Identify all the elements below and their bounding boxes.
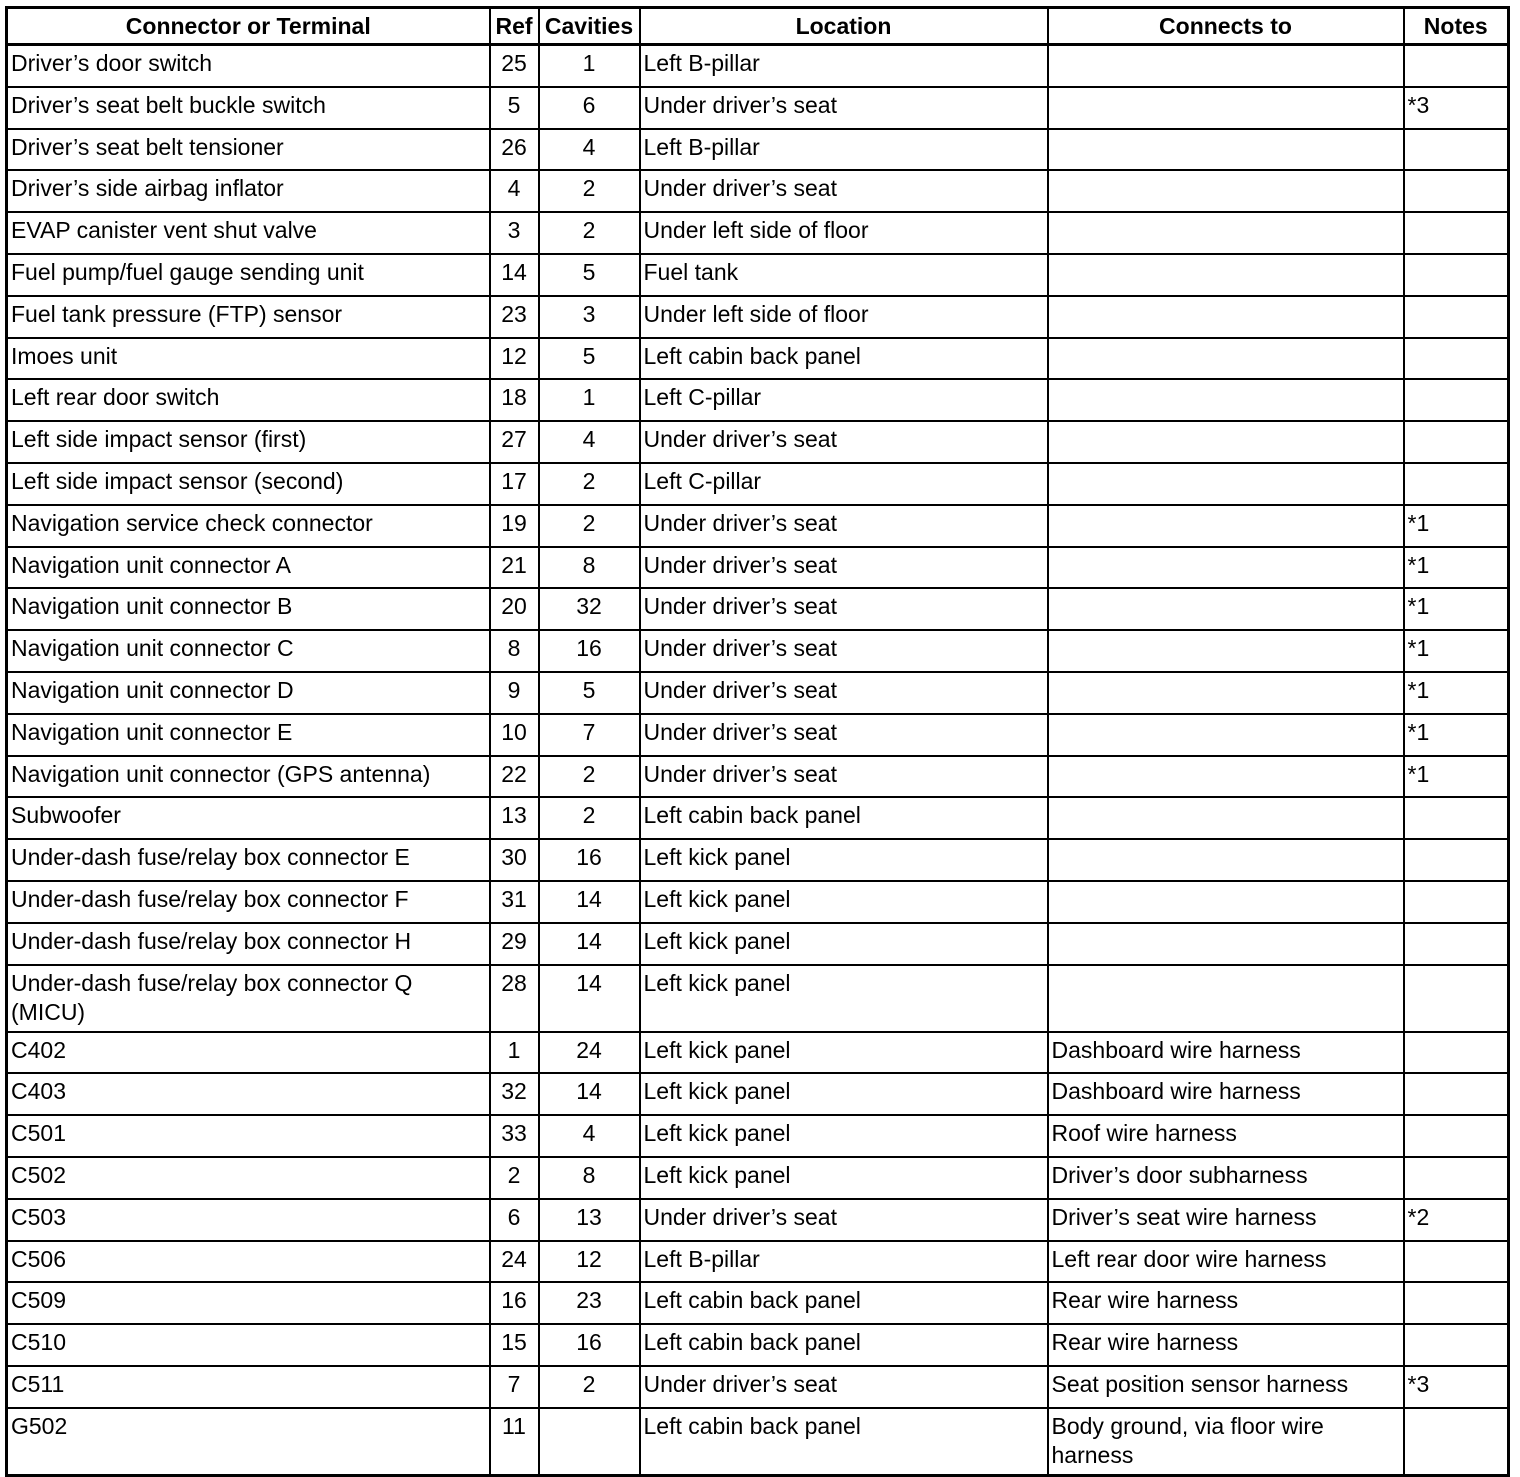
table-row [7, 212, 1509, 254]
cell-connects-to [1048, 421, 1404, 463]
cell-connector: Navigation unit connector B [7, 588, 490, 630]
cell-connector: Under-dash fuse/relay box connector H [7, 923, 490, 965]
cell-connects-to: Dashboard wire harness [1048, 1032, 1404, 1074]
cell-cavities: 13 [539, 1199, 640, 1241]
cell-notes [1404, 1282, 1509, 1324]
cell-cavities: 2 [539, 1366, 640, 1408]
cell-ref: 13 [490, 797, 539, 839]
cell-location: Under driver’s seat [640, 630, 1048, 672]
cell-ref: 32 [490, 1073, 539, 1115]
cell-connector: Left side impact sensor (second) [7, 463, 490, 505]
cell-connector: EVAP canister vent shut valve [7, 212, 490, 254]
cell-location: Left kick panel [640, 881, 1048, 923]
cell-connects-to [1048, 756, 1404, 798]
cell-ref: 33 [490, 1115, 539, 1157]
cell-cavities: 2 [539, 212, 640, 254]
cell-connector: C509 [7, 1282, 490, 1324]
cell-ref: 24 [490, 1241, 539, 1283]
cell-notes: *1 [1404, 672, 1509, 714]
cell-connector: Subwoofer [7, 797, 490, 839]
cell-cavities: 6 [539, 87, 640, 129]
table-row [7, 1408, 1509, 1476]
cell-ref: 14 [490, 254, 539, 296]
cell-cavities: 14 [539, 1073, 640, 1115]
cell-connects-to: Dashboard wire harness [1048, 1073, 1404, 1115]
cell-cavities: 2 [539, 797, 640, 839]
cell-location: Left C-pillar [640, 379, 1048, 421]
cell-connects-to [1048, 463, 1404, 505]
cell-connects-to [1048, 588, 1404, 630]
table-row [7, 1241, 1509, 1283]
table-row [7, 1032, 1509, 1074]
cell-location: Left B-pillar [640, 45, 1048, 87]
cell-connector: Navigation unit connector D [7, 672, 490, 714]
cell-ref: 30 [490, 839, 539, 881]
cell-ref: 19 [490, 505, 539, 547]
cell-ref: 26 [490, 129, 539, 171]
cell-ref: 10 [490, 714, 539, 756]
cell-notes [1404, 923, 1509, 965]
cell-location: Under driver’s seat [640, 756, 1048, 798]
cell-location: Left kick panel [640, 1032, 1048, 1074]
cell-cavities: 16 [539, 630, 640, 672]
cell-ref: 3 [490, 212, 539, 254]
cell-notes: *1 [1404, 714, 1509, 756]
cell-connector: Under-dash fuse/relay box connector Q (MICU) [7, 965, 490, 1032]
cell-notes [1404, 463, 1509, 505]
cell-cavities [539, 1408, 640, 1476]
header-cavities: Cavities [539, 8, 640, 45]
cell-cavities: 4 [539, 421, 640, 463]
cell-cavities: 12 [539, 1241, 640, 1283]
cell-connector: C402 [7, 1032, 490, 1074]
cell-cavities: 5 [539, 338, 640, 380]
cell-connects-to [1048, 630, 1404, 672]
cell-notes [1404, 1073, 1509, 1115]
table-row [7, 965, 1509, 1032]
cell-ref: 2 [490, 1157, 539, 1199]
cell-connects-to: Seat position sensor harness [1048, 1366, 1404, 1408]
table-row [7, 254, 1509, 296]
cell-ref: 28 [490, 965, 539, 1032]
cell-connector: C506 [7, 1241, 490, 1283]
cell-ref: 31 [490, 881, 539, 923]
cell-cavities: 4 [539, 129, 640, 171]
table-row [7, 1324, 1509, 1366]
table-row [7, 923, 1509, 965]
cell-connector: Navigation service check connector [7, 505, 490, 547]
cell-cavities: 8 [539, 1157, 640, 1199]
cell-connects-to: Left rear door wire harness [1048, 1241, 1404, 1283]
cell-connector: Under-dash fuse/relay box connector F [7, 881, 490, 923]
table-row [7, 630, 1509, 672]
cell-location: Under driver’s seat [640, 1199, 1048, 1241]
cell-connector: Driver’s seat belt tensioner [7, 129, 490, 171]
cell-notes [1404, 839, 1509, 881]
cell-ref: 6 [490, 1199, 539, 1241]
cell-notes [1404, 338, 1509, 380]
cell-connector: Navigation unit connector A [7, 547, 490, 589]
table-body [7, 45, 1509, 1476]
cell-notes: *2 [1404, 1199, 1509, 1241]
cell-connects-to: Rear wire harness [1048, 1282, 1404, 1324]
cell-cavities: 2 [539, 505, 640, 547]
cell-notes [1404, 1032, 1509, 1074]
table-row [7, 756, 1509, 798]
cell-ref: 29 [490, 923, 539, 965]
cell-location: Left cabin back panel [640, 1408, 1048, 1476]
cell-notes [1404, 1408, 1509, 1476]
cell-cavities: 2 [539, 756, 640, 798]
table-row [7, 672, 1509, 714]
cell-cavities: 14 [539, 965, 640, 1032]
cell-connects-to [1048, 797, 1404, 839]
table-row [7, 881, 1509, 923]
cell-connects-to [1048, 714, 1404, 756]
cell-connector: C501 [7, 1115, 490, 1157]
table-row [7, 421, 1509, 463]
cell-location: Under left side of floor [640, 212, 1048, 254]
cell-location: Left C-pillar [640, 463, 1048, 505]
cell-connects-to [1048, 379, 1404, 421]
cell-connects-to [1048, 45, 1404, 87]
cell-notes: *1 [1404, 630, 1509, 672]
table-row [7, 338, 1509, 380]
cell-location: Under driver’s seat [640, 87, 1048, 129]
table-row [7, 1366, 1509, 1408]
table-row [7, 87, 1509, 129]
cell-connects-to [1048, 170, 1404, 212]
cell-connects-to [1048, 839, 1404, 881]
cell-location: Fuel tank [640, 254, 1048, 296]
cell-connects-to [1048, 672, 1404, 714]
cell-cavities: 4 [539, 1115, 640, 1157]
cell-location: Under left side of floor [640, 296, 1048, 338]
cell-location: Left B-pillar [640, 1241, 1048, 1283]
table-row [7, 547, 1509, 589]
cell-notes: *1 [1404, 505, 1509, 547]
cell-connector: Imoes unit [7, 338, 490, 380]
cell-connector: C510 [7, 1324, 490, 1366]
cell-notes [1404, 129, 1509, 171]
cell-cavities: 2 [539, 463, 640, 505]
cell-connector: Driver’s side airbag inflator [7, 170, 490, 212]
table-row [7, 1282, 1509, 1324]
cell-location: Under driver’s seat [640, 421, 1048, 463]
table-row [7, 839, 1509, 881]
cell-ref: 1 [490, 1032, 539, 1074]
table-row [7, 1199, 1509, 1241]
cell-connector: Left side impact sensor (first) [7, 421, 490, 463]
cell-cavities: 7 [539, 714, 640, 756]
cell-location: Left kick panel [640, 965, 1048, 1032]
cell-location: Left kick panel [640, 1157, 1048, 1199]
cell-cavities: 16 [539, 839, 640, 881]
cell-ref: 9 [490, 672, 539, 714]
cell-ref: 12 [490, 338, 539, 380]
cell-connector: Fuel pump/fuel gauge sending unit [7, 254, 490, 296]
table-row [7, 170, 1509, 212]
cell-location: Under driver’s seat [640, 170, 1048, 212]
header-ref: Ref [490, 8, 539, 45]
cell-connects-to: Driver’s seat wire harness [1048, 1199, 1404, 1241]
cell-location: Left cabin back panel [640, 1324, 1048, 1366]
cell-location: Left cabin back panel [640, 338, 1048, 380]
cell-connector: C502 [7, 1157, 490, 1199]
header-connector: Connector or Terminal [7, 8, 490, 45]
cell-cavities: 1 [539, 45, 640, 87]
cell-location: Left kick panel [640, 1115, 1048, 1157]
cell-cavities: 5 [539, 672, 640, 714]
cell-connector: Driver’s seat belt buckle switch [7, 87, 490, 129]
cell-notes [1404, 1115, 1509, 1157]
cell-ref: 5 [490, 87, 539, 129]
table-row [7, 129, 1509, 171]
cell-connects-to: Driver’s door subharness [1048, 1157, 1404, 1199]
cell-cavities: 32 [539, 588, 640, 630]
cell-notes [1404, 170, 1509, 212]
cell-location: Left kick panel [640, 839, 1048, 881]
header-notes: Notes [1404, 8, 1509, 45]
cell-notes: *1 [1404, 756, 1509, 798]
cell-location: Left B-pillar [640, 129, 1048, 171]
cell-location: Left kick panel [640, 923, 1048, 965]
cell-connects-to [1048, 547, 1404, 589]
cell-ref: 27 [490, 421, 539, 463]
cell-connector: C511 [7, 1366, 490, 1408]
header-row [7, 8, 1509, 45]
cell-ref: 21 [490, 547, 539, 589]
cell-notes [1404, 797, 1509, 839]
cell-connector: Fuel tank pressure (FTP) sensor [7, 296, 490, 338]
cell-connects-to [1048, 881, 1404, 923]
cell-connects-to: Rear wire harness [1048, 1324, 1404, 1366]
cell-ref: 20 [490, 588, 539, 630]
table-row [7, 797, 1509, 839]
cell-ref: 18 [490, 379, 539, 421]
cell-cavities: 23 [539, 1282, 640, 1324]
cell-connects-to: Body ground, via floor wire harness [1048, 1408, 1404, 1476]
cell-connects-to [1048, 338, 1404, 380]
table-row [7, 296, 1509, 338]
cell-notes [1404, 296, 1509, 338]
table-row [7, 45, 1509, 87]
cell-ref: 15 [490, 1324, 539, 1366]
cell-cavities: 14 [539, 923, 640, 965]
cell-notes: *3 [1404, 87, 1509, 129]
cell-connects-to [1048, 87, 1404, 129]
cell-notes [1404, 254, 1509, 296]
table-row [7, 1073, 1509, 1115]
cell-ref: 17 [490, 463, 539, 505]
cell-location: Under driver’s seat [640, 672, 1048, 714]
cell-connects-to [1048, 129, 1404, 171]
cell-notes [1404, 881, 1509, 923]
cell-notes [1404, 45, 1509, 87]
table-row [7, 588, 1509, 630]
cell-location: Left cabin back panel [640, 1282, 1048, 1324]
table-row [7, 1115, 1509, 1157]
cell-ref: 11 [490, 1408, 539, 1476]
table-row [7, 1157, 1509, 1199]
cell-connector: Navigation unit connector E [7, 714, 490, 756]
table-row [7, 714, 1509, 756]
cell-cavities: 2 [539, 170, 640, 212]
cell-connector: Under-dash fuse/relay box connector E [7, 839, 490, 881]
cell-location: Under driver’s seat [640, 505, 1048, 547]
cell-connector: C403 [7, 1073, 490, 1115]
cell-connects-to [1048, 965, 1404, 1032]
cell-connects-to [1048, 212, 1404, 254]
header-connects-to: Connects to [1048, 8, 1404, 45]
cell-notes [1404, 1241, 1509, 1283]
cell-ref: 7 [490, 1366, 539, 1408]
connector-table-container [5, 6, 1507, 1477]
cell-connects-to: Roof wire harness [1048, 1115, 1404, 1157]
cell-cavities: 16 [539, 1324, 640, 1366]
header-location: Location [640, 8, 1048, 45]
cell-ref: 8 [490, 630, 539, 672]
cell-connects-to [1048, 296, 1404, 338]
cell-connects-to [1048, 505, 1404, 547]
cell-notes [1404, 212, 1509, 254]
cell-cavities: 3 [539, 296, 640, 338]
cell-connects-to [1048, 254, 1404, 296]
cell-notes [1404, 1157, 1509, 1199]
cell-location: Under driver’s seat [640, 1366, 1048, 1408]
table-row [7, 463, 1509, 505]
cell-notes: *3 [1404, 1366, 1509, 1408]
cell-connector: Navigation unit connector C [7, 630, 490, 672]
cell-notes: *1 [1404, 588, 1509, 630]
cell-cavities: 14 [539, 881, 640, 923]
cell-notes [1404, 379, 1509, 421]
cell-location: Left cabin back panel [640, 797, 1048, 839]
cell-cavities: 24 [539, 1032, 640, 1074]
cell-notes [1404, 965, 1509, 1032]
cell-notes [1404, 421, 1509, 463]
cell-notes: *1 [1404, 547, 1509, 589]
cell-connector: Driver’s door switch [7, 45, 490, 87]
cell-ref: 25 [490, 45, 539, 87]
connector-table [5, 6, 1510, 1477]
cell-cavities: 8 [539, 547, 640, 589]
cell-location: Under driver’s seat [640, 547, 1048, 589]
cell-cavities: 5 [539, 254, 640, 296]
cell-notes [1404, 1324, 1509, 1366]
cell-ref: 16 [490, 1282, 539, 1324]
cell-connector: G502 [7, 1408, 490, 1476]
cell-ref: 22 [490, 756, 539, 798]
table-row [7, 505, 1509, 547]
cell-location: Left kick panel [640, 1073, 1048, 1115]
cell-cavities: 1 [539, 379, 640, 421]
cell-ref: 23 [490, 296, 539, 338]
cell-ref: 4 [490, 170, 539, 212]
cell-connector: Navigation unit connector (GPS antenna) [7, 756, 490, 798]
cell-connects-to [1048, 923, 1404, 965]
cell-connector: Left rear door switch [7, 379, 490, 421]
cell-location: Under driver’s seat [640, 714, 1048, 756]
table-row [7, 379, 1509, 421]
cell-connector: C503 [7, 1199, 490, 1241]
cell-location: Under driver’s seat [640, 588, 1048, 630]
